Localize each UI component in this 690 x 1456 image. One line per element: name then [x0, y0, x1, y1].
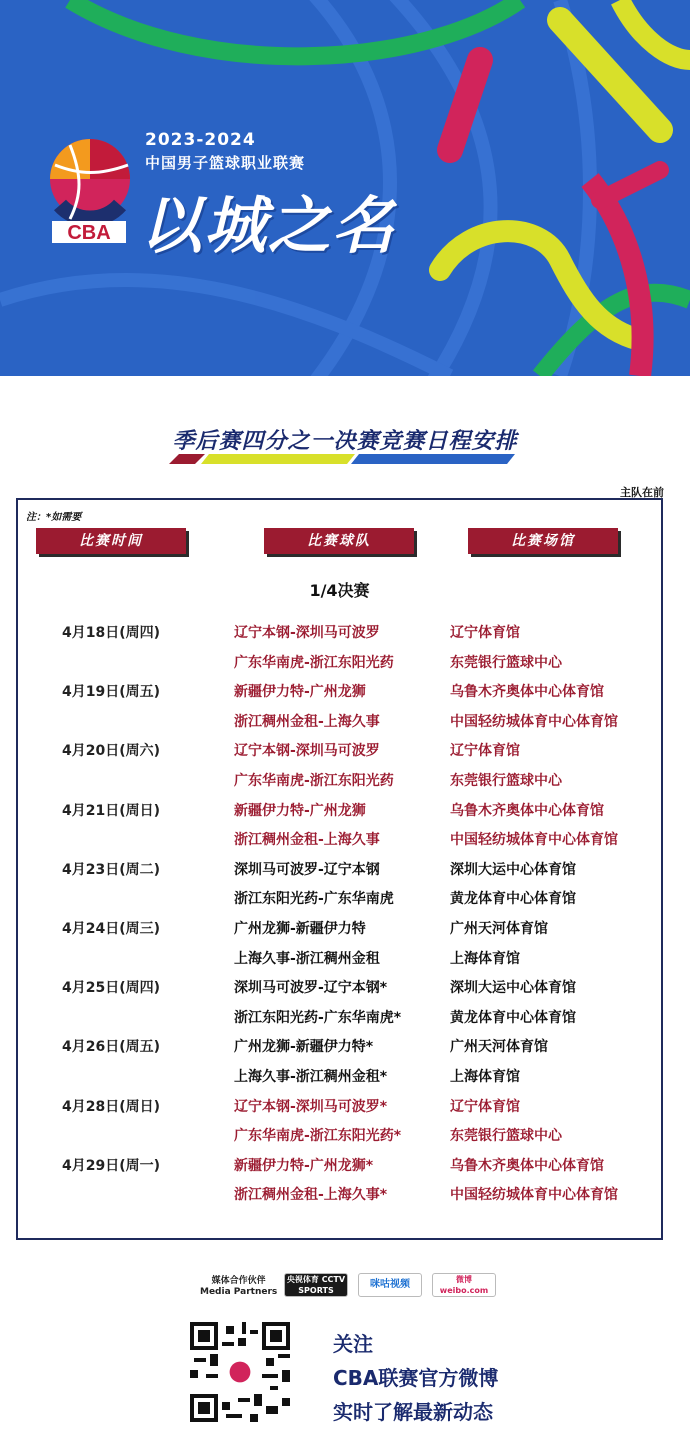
table-row [18, 800, 661, 830]
game-venue: 乌鲁木齐奥体中心体育馆 [450, 684, 604, 701]
column-header-time: 比赛时间 [36, 528, 186, 554]
schedule-table [16, 498, 663, 1240]
game-date: 4月24日(周三) [62, 921, 161, 937]
table-row [18, 829, 661, 859]
game-teams: 浙江东阳光药-广东华南虎 [234, 891, 394, 908]
game-date: 4月20日(周六) [62, 743, 161, 760]
game-teams: 浙江稠州金租-上海久事 [234, 713, 380, 730]
game-teams: 新疆伊力特-广州龙狮 [234, 802, 366, 819]
game-teams: 广州龙狮-新疆伊力特* [234, 1039, 374, 1056]
table-row [18, 740, 661, 770]
follow-line-1: 关注 [333, 1332, 373, 1356]
game-venue: 广州天河体育馆 [450, 1039, 548, 1056]
table-row [18, 1066, 661, 1096]
game-teams: 广东华南虎-浙江东阳光药 [234, 773, 394, 789]
page-title: 季后赛四分之一决赛竞赛日程安排 [172, 429, 518, 454]
game-teams: 辽宁本钢-深圳马可波罗 [234, 743, 380, 760]
game-teams: 上海久事-浙江稠州金租* [234, 1069, 388, 1085]
qr-code[interactable] [190, 1322, 290, 1422]
partner-cctv-sports[interactable]: 央视体育 CCTV SPORTS [284, 1273, 348, 1297]
game-venue: 辽宁体育馆 [450, 625, 520, 641]
table-row [18, 681, 661, 711]
game-teams: 广州龙狮-新疆伊力特 [234, 921, 366, 937]
media-partners-en: Media Partners [200, 1287, 278, 1297]
game-date: 4月29日(周一) [62, 1157, 161, 1174]
game-teams: 广东华南虎-浙江东阳光药* [234, 1128, 402, 1145]
game-venue: 上海体育馆 [450, 950, 520, 967]
game-venue: 上海体育馆 [450, 1069, 520, 1085]
game-teams: 新疆伊力特-广州龙狮* [234, 1157, 374, 1174]
column-header-teams: 比赛球队 [264, 528, 414, 554]
game-venue: 中国轻纺城体育中心体育馆 [450, 1187, 618, 1204]
game-date: 4月23日(周二) [62, 861, 161, 878]
game-teams: 深圳马可波罗-辽宁本钢 [234, 861, 380, 878]
table-row [18, 977, 661, 1007]
slogan: 以城之名 [140, 189, 397, 262]
game-teams: 上海久事-浙江稠州金租 [234, 950, 380, 967]
game-teams: 浙江稠州金租-上海久事 [234, 832, 380, 849]
game-teams: 辽宁本钢-深圳马可波罗 [234, 625, 380, 641]
game-teams: 浙江稠州金租-上海久事* [234, 1187, 388, 1204]
footnote: 注：*如需要 [26, 512, 82, 523]
follow-line-2[interactable]: CBA联赛官方微博 [333, 1366, 499, 1390]
game-date: 4月28日(周日) [62, 1098, 161, 1115]
game-venue: 黄龙体育中心体育馆 [450, 891, 576, 908]
partner-weibo[interactable]: 微博 weibo.com [432, 1273, 496, 1297]
game-venue: 黄龙体育中心体育馆 [450, 1009, 576, 1026]
table-row [18, 1155, 661, 1185]
table-row [18, 652, 661, 682]
game-venue: 深圳大运中心体育馆 [450, 861, 576, 878]
table-row [18, 1125, 661, 1155]
game-venue: 乌鲁木齐奥体中心体育馆 [450, 1157, 604, 1174]
cba-logo [40, 135, 135, 245]
table-row [18, 1007, 661, 1037]
page-title-block [165, 420, 525, 470]
game-venue: 广州天河体育馆 [450, 921, 548, 937]
round-title: 1/4决赛 [309, 581, 370, 600]
game-venue: 乌鲁木齐奥体中心体育馆 [450, 802, 604, 819]
media-partners-label [200, 1276, 277, 1298]
game-venue: 辽宁体育馆 [450, 743, 520, 760]
game-date: 4月19日(周五) [62, 684, 161, 701]
game-teams: 深圳马可波罗-辽宁本钢* [234, 980, 388, 997]
table-row [18, 1096, 661, 1126]
game-teams: 新疆伊力特-广州龙狮 [234, 684, 366, 701]
game-date: 4月18日(周四) [62, 625, 161, 641]
logo-text: CBA [67, 222, 111, 244]
home-team-note: 主队在前 [620, 486, 664, 499]
column-header-venue: 比赛场馆 [468, 528, 618, 554]
table-row [18, 888, 661, 918]
partner-migu[interactable]: 咪咕视频 [358, 1273, 422, 1297]
game-teams: 辽宁本钢-深圳马可波罗* [234, 1098, 388, 1115]
game-venue: 东莞银行篮球中心 [450, 654, 562, 671]
table-row [18, 1036, 661, 1066]
table-row [18, 770, 661, 800]
season-label: 2023-2024 [145, 130, 256, 150]
table-row [18, 859, 661, 889]
table-row [18, 1184, 661, 1214]
game-venue: 中国轻纺城体育中心体育馆 [450, 713, 618, 730]
league-name: 中国男子篮球职业联赛 [145, 154, 306, 172]
table-row [18, 711, 661, 741]
table-row [18, 918, 661, 948]
follow-line-3: 实时了解最新动态 [333, 1400, 493, 1424]
media-partners-cn: 媒体合作伙伴 [211, 1276, 266, 1286]
game-date: 4月26日(周五) [62, 1039, 161, 1056]
game-venue: 辽宁体育馆 [450, 1098, 520, 1115]
game-teams: 广东华南虎-浙江东阳光药 [234, 654, 394, 671]
game-date: 4月21日(周日) [62, 802, 161, 819]
header-banner [0, 0, 690, 376]
game-venue: 东莞银行篮球中心 [450, 773, 562, 789]
game-venue: 深圳大运中心体育馆 [450, 980, 576, 997]
table-row [18, 622, 661, 652]
game-venue: 东莞银行篮球中心 [450, 1128, 562, 1145]
game-date: 4月25日(周四) [62, 980, 161, 997]
table-row [18, 948, 661, 978]
game-teams: 浙江东阳光药-广东华南虎* [234, 1009, 402, 1026]
game-venue: 中国轻纺城体育中心体育馆 [450, 832, 618, 849]
